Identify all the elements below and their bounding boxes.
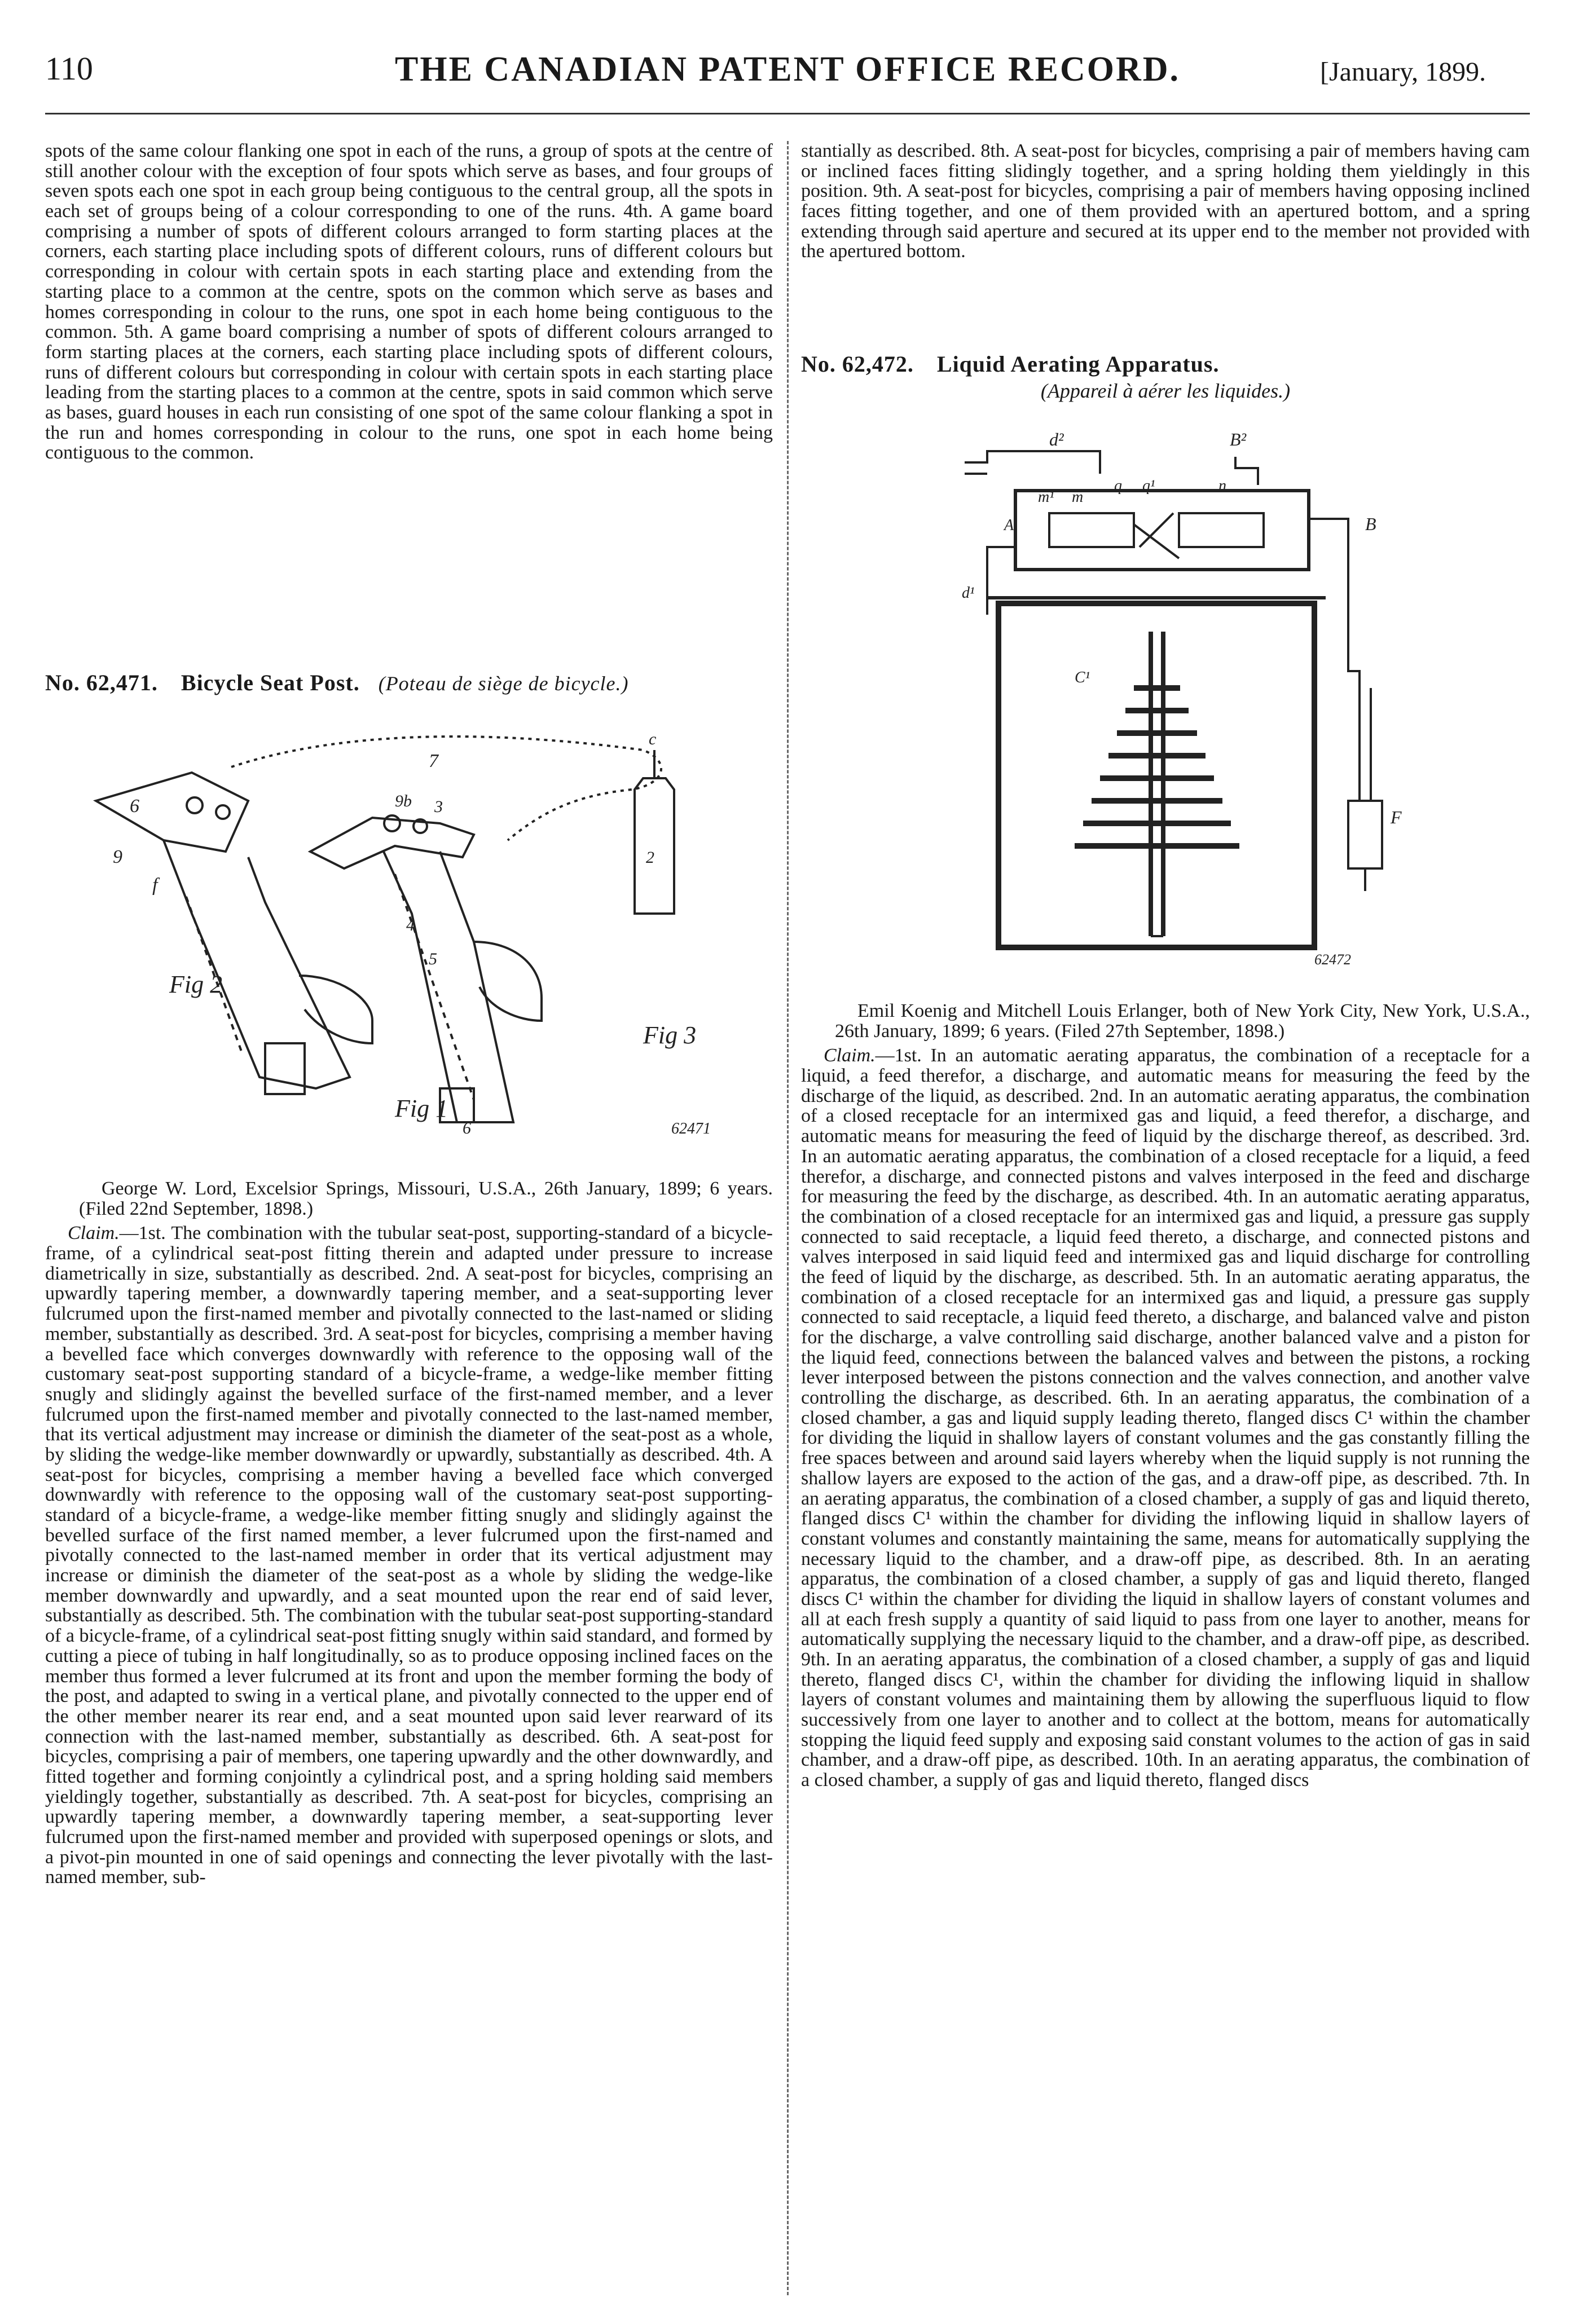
fig2-part-label: 6 bbox=[130, 796, 139, 817]
flanged-discs bbox=[1075, 688, 1239, 846]
claims-text: —1st. In an automatic aerating apparatus, the combination of a receptacle for a liquid, a feed therefor, a discharge, and automatic means for measuring the feed by the discharge of the liquid, as described. 2nd. In an automatic aerating apparatus, the combination of a closed receptacle for an intermixed gas and liquid, a feed therefor, a discharge, and automatic means for measuring the feed of liquid by the discharge thereof, as described. 3rd. In an automatic aerating apparatus, the combination of a closed receptacle for a liquid, a feed therefor, a discharge, and connected pistons and valves interposed in the feed and discharge for measuring the feed by the discharge, as described. 4th. In an automatic aerating apparatus, the combination of a closed receptacle for an intermixed gas and liquid, a pressure gas supply connected to said receptacle, a liquid feed thereto, a discharge, and connected pistons and valves interposed in said liquid feed and intermixed gas and liquid discharge for controlling the feed of liquid by the discharge, as described. 5th. In an automatic aerating apparatus, the combination of a closed receptacle for an intermixed gas and liquid, a pressure gas supply connected to said receptacle, a liquid feed thereto, a discharge, and balanced valve and piston for the discharge, a valve controlling said discharge, another balanced valve and a piston for the liquid feed, connections between the balanced valves and between the pistons, a rocking lever interposed between the pistons connection and the valves connection, and another valve controlling the discharge, as described. 6th. In an aerating apparatus, the combination of a closed chamber, a gas and liquid supply leading thereto, flanged discs C¹ within the chamber for dividing the liquid in shallow layers of constant volumes and the gas constantly filling the free spaces between and around said layers whereby when the liquid supply is not running the shallow layers are exposed to the action of the gas, and a draw-off pipe, as described. 7th. In an aerating apparatus, the combination of a closed chamber, a supply of gas and liquid thereto, flanged discs C¹ within the chamber for dividing the inflowing liquid in shallow layers of constant volumes and constantly maintaining the same, means for automatically supplying the necessary liquid to the chamber, and a draw-off pipe, as described. 8th. In an aerating apparatus, the combination of a closed chamber, a supply of gas and liquid thereto, flanged discs C¹ within the chamber for dividing the liquid in shallow layers of constant volumes and all at each fresh supply a quantity of said liquid to pass from one layer to another, means for automatically supplying the necessary liquid to the chamber, and a draw-off pipe, as described. 9th. In an aerating apparatus, the combination of a closed chamber, a supply of gas and liquid thereto, flanged discs C¹, within the chamber for dividing the inflowing liquid in shallow layers of constant volumes and maintaining them by allowing the superfluous liquid to flow successively from one layer to another and to collect at the bottom, means for automatically stopping the liquid feed supply and exposing said constant volumes to the action of gas in said chamber, and a draw-off pipe, as described. 10th. In an aerating apparatus, the combination of a closed chamber, a supply of gas and liquid thereto, flanged discs bbox=[801, 1045, 1530, 1791]
inventor-line: Emil Koenig and Mitchell Louis Erlanger, both of New York City, New York, U.S.A., 26th January, 1899; 6 years. (Filed 27th September, 1898.) bbox=[835, 1001, 1530, 1042]
column-divider bbox=[787, 141, 789, 2295]
fig2-part-label: 9 bbox=[113, 846, 122, 867]
part-label: F bbox=[1391, 807, 1402, 827]
part-label: A bbox=[1004, 517, 1014, 534]
claim-label: Claim. bbox=[824, 1045, 876, 1066]
issue-date: [January, 1899. bbox=[1320, 57, 1486, 87]
part-label: C¹ bbox=[1075, 669, 1090, 686]
part-label: q¹ bbox=[1142, 477, 1155, 495]
running-title: THE CANADIAN PATENT OFFICE RECORD. bbox=[395, 50, 1181, 89]
patent-title: Liquid Aerating Apparatus. bbox=[936, 352, 1220, 377]
fig1-part-label: 9b bbox=[395, 792, 412, 810]
header-rule bbox=[45, 113, 1530, 114]
continued-claims-text: stantially as described. 8th. A seat-post for bicycles, comprising a pair of members having cam or inclined faces fitting slidingly together, and a spring holding them yieldingly in this position. 9th. A seat-post for bicycles, comprising a pair of members having opposing inclined faces fitting together, and one of them provided with an apertured bottom, and a spring extending through said aperture and secured at its upper end to the member not provided with the apertured bottom. bbox=[801, 141, 1530, 262]
patent-62471-text bbox=[45, 1179, 773, 2301]
part-label: q bbox=[1114, 477, 1122, 495]
drawing-number: 62472 bbox=[1314, 951, 1351, 968]
fig1-part-label: 3 bbox=[434, 797, 443, 816]
page-header bbox=[0, 0, 1575, 118]
fig3-drawing bbox=[635, 750, 674, 914]
fig2-part-label: f bbox=[152, 875, 158, 896]
continued-claims-text: spots of the same colour flanking one spot in each of the runs, a group of spots at the centre of still another colour with the exception of four spots which serve as bases, and four groups of seven spots each one spot in each group being contiguous to the central group, all the spots in each set of groups being of a colour corresponding to one of the runs. 4th. A game board comprising a number of spots of different colours arranged to form starting places at the corners, each starting place including spots of different colours, runs of different colours but corresponding in colour with certain spots in each starting place and extending from the starting place to a common at the centre, spots on the common which serve as bases and homes corresponding in colour to the runs, one spot in each home being contiguous to the common. 5th. A game board comprising a number of spots of different colours arranged to form starting places at the corners, each starting place including spots of different colours, runs of different colours but corresponding in colour with certain spots in each starting place leading from the starting places to a common at the centre, spots in said common which serve as bases, guard houses in each run consisting of one spot of the same colour flanking a spot in the run and homes corresponding in colour to the runs, one spot in each home being contiguous to the common. bbox=[45, 141, 773, 464]
fig1-part-label: 6 bbox=[463, 1119, 471, 1137]
fig3-part-label: 2 bbox=[646, 848, 654, 867]
patent-number: No. 62,472. bbox=[801, 352, 914, 377]
claims-paragraph bbox=[45, 1223, 773, 1888]
part-label: d² bbox=[1049, 429, 1064, 449]
fig1-part-label: 5 bbox=[429, 950, 437, 968]
patent-number: No. 62,471. bbox=[45, 671, 158, 695]
part-label: m bbox=[1072, 488, 1084, 506]
bicycle-seat-post-figure bbox=[79, 727, 767, 1139]
fig2-label: Fig 2 bbox=[169, 971, 223, 998]
part-label: m¹ bbox=[1038, 488, 1054, 506]
part-label: B² bbox=[1230, 429, 1247, 449]
page-number: 110 bbox=[45, 50, 93, 87]
part-label: n bbox=[1218, 477, 1226, 495]
fig2-drawing bbox=[96, 773, 372, 1094]
patent-french-title: (Poteau de siège de bicycle.) bbox=[378, 672, 629, 695]
fig1-part-label: 4 bbox=[406, 916, 415, 934]
patent-62472-heading bbox=[801, 352, 1530, 420]
claims-text: —1st. The combination with the tubular seat-post, supporting-standard of a bicycle-frame, of a cylindrical seat-post fitting therein and adapted under pressure to increase diametrically in size, substantially as described. 2nd. A seat-post for bicycles, comprising an upwardly tapering member, a downwardly tapering member, and a seat-supporting lever fulcrumed upon the first-named member and pivotally connected to the last-named or sliding member, substantially as described. 3rd. A seat-post for bicycles, comprising a member having a bevelled face which converges downwardly with reference to the opposing wall of the customary seat-post supporting standard of a bicycle-frame, a wedge-like member fitting snugly and slidingly against the bevelled surface of the first-named member, and a lever fulcrumed upon the first-named member and pivotally connected to the last-named member, that its vertical adjustment may increase or diminish the diameter of the seat-post as a whole, by sliding the wedge-like member downwardly or upwardly, substantially as described. 4th. A seat-post for bicycles, comprising a member having a bevelled face which converged downwardly with reference to the opposing wall of the customary seat-post supporting-standard of a bicycle-frame, a wedge-like member fitting snugly and slidingly against the bevelled surface of the first named member, a lever fulcrumed upon the first-named and pivotally connected to the last-named member in order that its vertical adjustment may increase or diminish the diameter of the seat-post as a whole by sliding the wedge-like member downwardly and upwardly, and a seat mounted upon the rear end of said lever, substantially as described. 5th. The combination with the tubular seat-post supporting-standard of a bicycle-frame, of a cylindrical seat-post fitting snugly within said standard, and formed by cutting a piece of tubing in half longitudinally, so as to produce opposing inclined faces on the member thus formed a lever fulcrumed at its front and upon the member forming the body of the post, and adapted to swing in a vertical plane, and pivotally connected to the upper end of the other member nearer its rear end, and a seat mounted upon said lever rearward of its connection with the last-named member, substantially as described. 6th. A seat-post for bicycles, comprising a pair of members, one tapering upwardly and the other downwardly, and fitted together and forming conjointly a cylindrical post, and a spring holding said members yieldingly together, substantially as described. 7th. A seat-post for bicycles, comprising an upwardly tapering member, a downwardly tapering member, a seat-supporting lever fulcrumed upon the first-named member and provided with superposed openings or slots, and a pivot-pin mounted in one of said openings and connecting the lever pivotally with the last-named member, sub- bbox=[45, 1223, 773, 1888]
part-label: B bbox=[1365, 514, 1376, 534]
liquid-aerating-apparatus-figure bbox=[953, 429, 1405, 970]
fig1-drawing bbox=[310, 815, 542, 1122]
fig1-label: Fig 1 bbox=[395, 1095, 448, 1122]
fig1-part-label: 7 bbox=[429, 751, 438, 771]
part-label: d¹ bbox=[962, 584, 975, 602]
patent-french-title: (Appareil à aérer les liquides.) bbox=[1040, 380, 1291, 402]
patent-62471-heading bbox=[45, 671, 773, 705]
fig3-label: Fig 3 bbox=[643, 1021, 697, 1049]
claim-label: Claim. bbox=[68, 1223, 120, 1244]
right-continuation-block bbox=[801, 141, 1530, 327]
inventor-line: George W. Lord, Excelsior Springs, Missouri, U.S.A., 26th January, 1899; 6 years. (Filed 22nd September, 1898.) bbox=[79, 1179, 773, 1219]
fig3-part-label: c bbox=[649, 730, 657, 748]
drawing-number: 62471 bbox=[671, 1120, 711, 1137]
left-continuation-block bbox=[45, 141, 773, 649]
patent-62472-text bbox=[801, 1001, 1530, 2301]
patent-title: Bicycle Seat Post. bbox=[181, 671, 360, 695]
claims-paragraph bbox=[801, 1046, 1530, 1790]
